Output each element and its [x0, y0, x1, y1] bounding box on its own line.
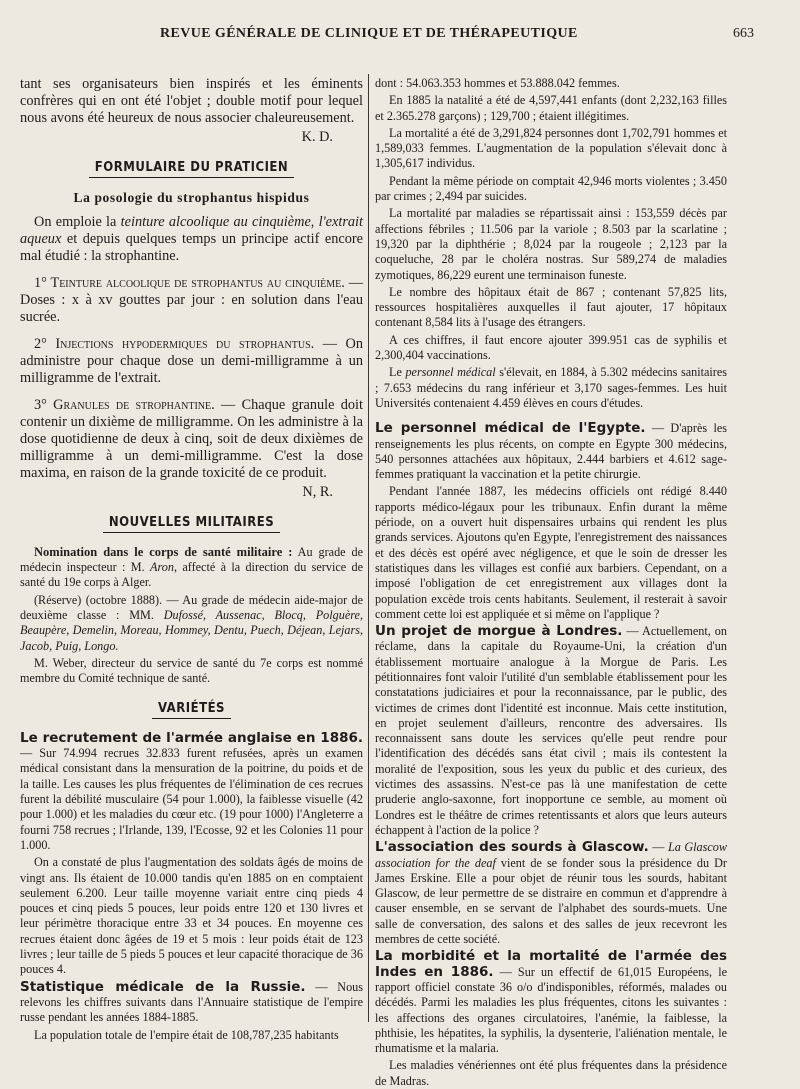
recrutement-paragraph-2: On a constaté de plus l'augmentation des soldats âgés de moins de vingt ans. Ils étaient de 10.000 tandis qu'en 1885 on en comptaient seulement 6.200. Leur taille moyenne variait entre cinq pieds 4 pouces et cinq pieds 5 pouces, leur poids entre 120 et 130 livres et leur périmètre thoracique entre 33 et 34 pouces. En moyenne ces recrues étaient donc âgées de 19 et 5 mois : leur poids était de 123 livres ; leur taille de 5 pieds 5 pouces et leur capacité thoracique de 36 pouces 4.	[20, 855, 363, 977]
text-run: On emploie la	[34, 213, 121, 230]
indes-text: — Sur un effectif de 61,015 Européens, le rapport officiel constate 36 o/o d'indisponibles, réformés, malades ou décédés. Parmi les maladies les plus fréquentes, citons les suivantes : les affections des organes circulatoires, l'anémie, la faiblesse, la phthisie, les hépatites, la syphilis, la dysenterie, l'aliénation mentale, le rhumatisme et la malaria.	[375, 964, 727, 1056]
section-militaires-label: NOUVELLES MILITAIRES	[103, 515, 280, 533]
personnel-russie-paragraph	[375, 365, 727, 411]
morts-violentes-paragraph: Pendant la même période on comptait 42,946 morts violentes ; 3.450 par crimes ; 2,494 par suicides.	[375, 173, 727, 204]
morgue-paragraph	[375, 624, 727, 838]
teinture-doses: — Doses : x à xv gouttes par jour : en solution dans l'eau sucrée.	[20, 274, 364, 325]
teinture-item	[20, 275, 363, 326]
personnel-medical-term: personnel médical	[405, 365, 496, 380]
text-run: Au grade de médecin inspecteur : M.	[20, 544, 363, 575]
text-run: s'élevait, en 1884, à 5.302 médecins sanitaires ; 7.653 médecins du rang inférieur et 3,170 sages-femmes. Les huit Universités contenaient 4.459 élèves en cours d'études.	[375, 365, 727, 410]
indes-title: La morbidité et la mortalité de l'armée des Indes en 1886.	[375, 948, 727, 980]
injections-heading: 2° Injections hypodermiques du strophantus.	[34, 335, 315, 352]
egypte-title: Le personnel médical de l'Egypte.	[375, 420, 646, 437]
strophantus-subheading: La posologie du strophantus hispidus	[73, 190, 310, 206]
russie-title: Statistique médicale de la Russie.	[20, 978, 306, 995]
granules-item	[20, 397, 363, 482]
weber-paragraph: M. Weber, directeur du service de santé du 7e corps est nommé membre du Comité technique de santé.	[20, 655, 363, 686]
teinture-term: teinture alcoolique au cinquième	[120, 213, 311, 230]
text-run: et depuis quelques temps un principe actif encore mal étudié : la strophantine.	[20, 230, 363, 264]
aide-major-names: Dufossé, Aussenac, Blocq, Polguère, Beaupère, Demelin, Moreau, Hommey, Dentu, Puech, Déjean, Lejars, Jacob, Puig, Longo.	[20, 608, 363, 653]
running-title: REVUE GÉNÉRALE DE CLINIQUE ET DE THÉRAPEUTIQUE	[160, 26, 578, 41]
section-varietes-title	[20, 701, 363, 719]
formulaire-signature: N, R.	[302, 483, 333, 500]
russie-population-cont: dont : 54.063.353 hommes et 53.888.042 femmes.	[375, 76, 620, 90]
text-run: —	[648, 840, 668, 855]
name-aron: Aron	[150, 560, 174, 575]
recrutement-paragraph	[20, 731, 363, 853]
page-header	[0, 22, 800, 48]
section-varietes-label: VARIÉTÉS	[152, 701, 231, 719]
morgue-text: — Actuellement, on réclame, dans la capitale du Royaume-Uni, la création d'un établissement mortuaire analogue à la Morgue de Paris. Les pétitionnaires font valoir l'utilité d'un semblable établissement pour les constatations judiciaires et pour la reconnaissance, par le public, des victimes de crimes dont l'identité est inconnue. Mais cette institution, en projet seulement d'ailleurs, rencontre des adversaires. Ils reconnaissent sans doute les services qu'elle peut rendre pour l'identification des décédés sans état civil ; mais ils contestent la moralité de l'exposition, sous les yeux du public et des curieux, des victimes des assassins. N'est-ce pas là une manifestation de cette pruderie anglo-saxonne, fort inopportune ce semble, au moment où Londres est le théâtre de crimes retentissants et alors que leurs auteurs échappent à l'action de la police ?	[375, 624, 727, 837]
egypte-paragraph	[375, 421, 727, 482]
column-divider	[368, 74, 369, 1022]
sourds-text: vient de se fonder sous la présidence du Dr James Erskine. Elle a pour objet de réunir tous les sourds, habitant Glascow, de leur permettre de se distraire en commun et d'apprendre à causer ensemble, en se servant de l'alphabet des sourds-muets. Une salle de conversation, des salons et des salles de jeux recevront les membres de cette société.	[375, 855, 727, 947]
recrutement-text: — Sur 74.994 recrues 32.833 furent refusées, après un examen médical consistant dans la mensuration de la poitrine, du poids et de la taille. Les causes les plus fréquentes de l'élimination de ces recrues furent la débilité musculaire (54 pour 1.000), la faiblesse visuelle (42 pour 1.000) et les maladies du cœur etc. (19 pour 1000) l'Angleterre a fourni 758 recrues ; l'Irlande, 139, l'Ecosse, 92 et les Colonies 11 pour 1.000.	[20, 746, 363, 852]
natalite-paragraph: En 1885 la natalité a été de 4,597,441 enfants (dont 2,232,163 filles et 2.365.278 garçons) ; 129,700 ; étaient illégitimes.	[375, 93, 727, 123]
page-number: 663	[733, 26, 754, 41]
indes-paragraph-2: Les maladies vénériennes ont été plus fréquentes dans la présidence de Madras.	[375, 1058, 727, 1088]
syphilis-paragraph: A ces chiffres, il faut encore ajouter 399.951 cas de syphilis et 2,300,404 vaccinations.	[375, 332, 727, 363]
granules-text: — Chaque granule doit contenir un dixième de milligramme. On les administre à la dose quotidienne de deux à cinq, soit de deux dixièmes de milligramme à un demi-milligramme. C'est la dose maxima, en raison de la grande toxicité de ce produit.	[20, 396, 363, 481]
injections-text: — On administre pour chaque dose un demi-milligramme à un milligramme de l'extrait.	[20, 335, 363, 386]
section-formulaire-label: FORMULAIRE DU PRATICIEN	[89, 160, 294, 178]
teinture-heading: 1° Teinture alcoolique de strophantus au cinquième.	[34, 274, 345, 291]
russie-paragraph	[20, 980, 363, 1026]
intro-signature: K. D.	[301, 129, 333, 145]
russie-population: La population totale de l'empire était de 108,787,235 habitants	[34, 1027, 339, 1042]
sourds-title: L'association des sourds à Glascow.	[375, 839, 649, 856]
hopitaux-paragraph: Le nombre des hôpitaux était de 867 ; contenant 57,825 lits, ressources hospitalières auxquelles il faut ajouter, 17 hôpitaux contenant 8,584 lits à l'usage des étrangers.	[375, 284, 727, 330]
morgue-title: Un projet de morgue à Londres.	[375, 623, 623, 640]
nomination-paragraph	[20, 545, 363, 591]
left-column	[20, 76, 363, 1040]
right-column	[375, 76, 728, 1088]
sourds-paragraph	[375, 840, 727, 947]
recrutement-title: Le recrutement de l'armée anglaise en 1886.	[20, 729, 363, 746]
formulaire-signature-line	[20, 484, 363, 501]
russie-text: — Nous relevons les chiffres suivants dans l'Annuaire statistique de l'empire russe pendant les années 1884-1885.	[20, 979, 363, 1025]
strophantus-intro	[20, 214, 363, 265]
text-run: Le	[389, 365, 406, 380]
intro-signature-line	[20, 129, 363, 146]
mortalite-paragraph: La mortalité a été de 3,291,824 personnes dont 1,702,791 hommes et 1,589,033 femmes. L'augmentation de la population s'élevait donc à 1,305,617 individus.	[375, 125, 727, 171]
text-run: , affecté à la direction du service de santé du 19e corps à Alger.	[20, 560, 363, 590]
maladies-paragraph: La mortalité par maladies se répartissait ainsi : 153,559 décès par affections fébriles ; 11.506 par la variole ; 8.503 par la scarlatine ; 19,320 par la diphthérie ; 8,024 par la rougeole ; 2,123 par la coqueluche, 28 par le choléra nostras. Sur 589,274 de maladies zymotiques, 86,229 eurent une terminaison funeste.	[375, 206, 727, 282]
egypte-paragraph-2: Pendant l'année 1887, les médecins officiels ont rédigé 8.440 rapports médico-légaux pour les tribunaux. Enfin durant la même période, on a ouvert huit dispensaires urbains qui rendent les plus grands services. Ajoutons qu'en Egypte, l'enregistrement des naissances et des décès est opéré avec négligence, et que le soin de dresser les statistiques dans les villages est confié aux barbiers. Cependant, on a imposé l'obligation de cet enregistrement aux villages dont la population excède trois cents habitants. Seulement, il resterait à savoir comment cette loi est appliquée et si même on l'applique ?	[375, 484, 727, 621]
glascow-association-name: La Glascow association for the deaf	[375, 840, 728, 870]
nomination-heading: Nomination dans le corps de santé militaire :	[34, 544, 293, 559]
reserve-paragraph	[20, 593, 363, 654]
extrait-term: l'extrait aqueux	[20, 213, 363, 247]
section-formulaire-title	[20, 160, 363, 178]
egypte-text: — D'après les renseignements les plus récents, on compte en Egypte 300 médecins, 540 personnes attachées aux hôpitaux, 2.444 barbiers et 4.612 sage-femmes pratiquant la vaccination et la petite chirurgie.	[375, 421, 727, 482]
section-militaires-title	[20, 515, 363, 533]
granules-heading: 3° Granules de strophantine.	[34, 396, 215, 413]
intro-paragraph: tant ses organisateurs bien inspirés et les éminents confrères qui en ont été l'objet ; double motif pour lequel nous avons été heureux de nous associer chaleureusement.	[20, 76, 363, 126]
text-run: (Réserve) (octobre 1888). — Au grade de médecin aide-major de deuxième classe : MM.	[20, 592, 363, 623]
injections-item	[20, 336, 363, 387]
indes-paragraph	[375, 949, 727, 1056]
text-run: ,	[310, 213, 319, 230]
